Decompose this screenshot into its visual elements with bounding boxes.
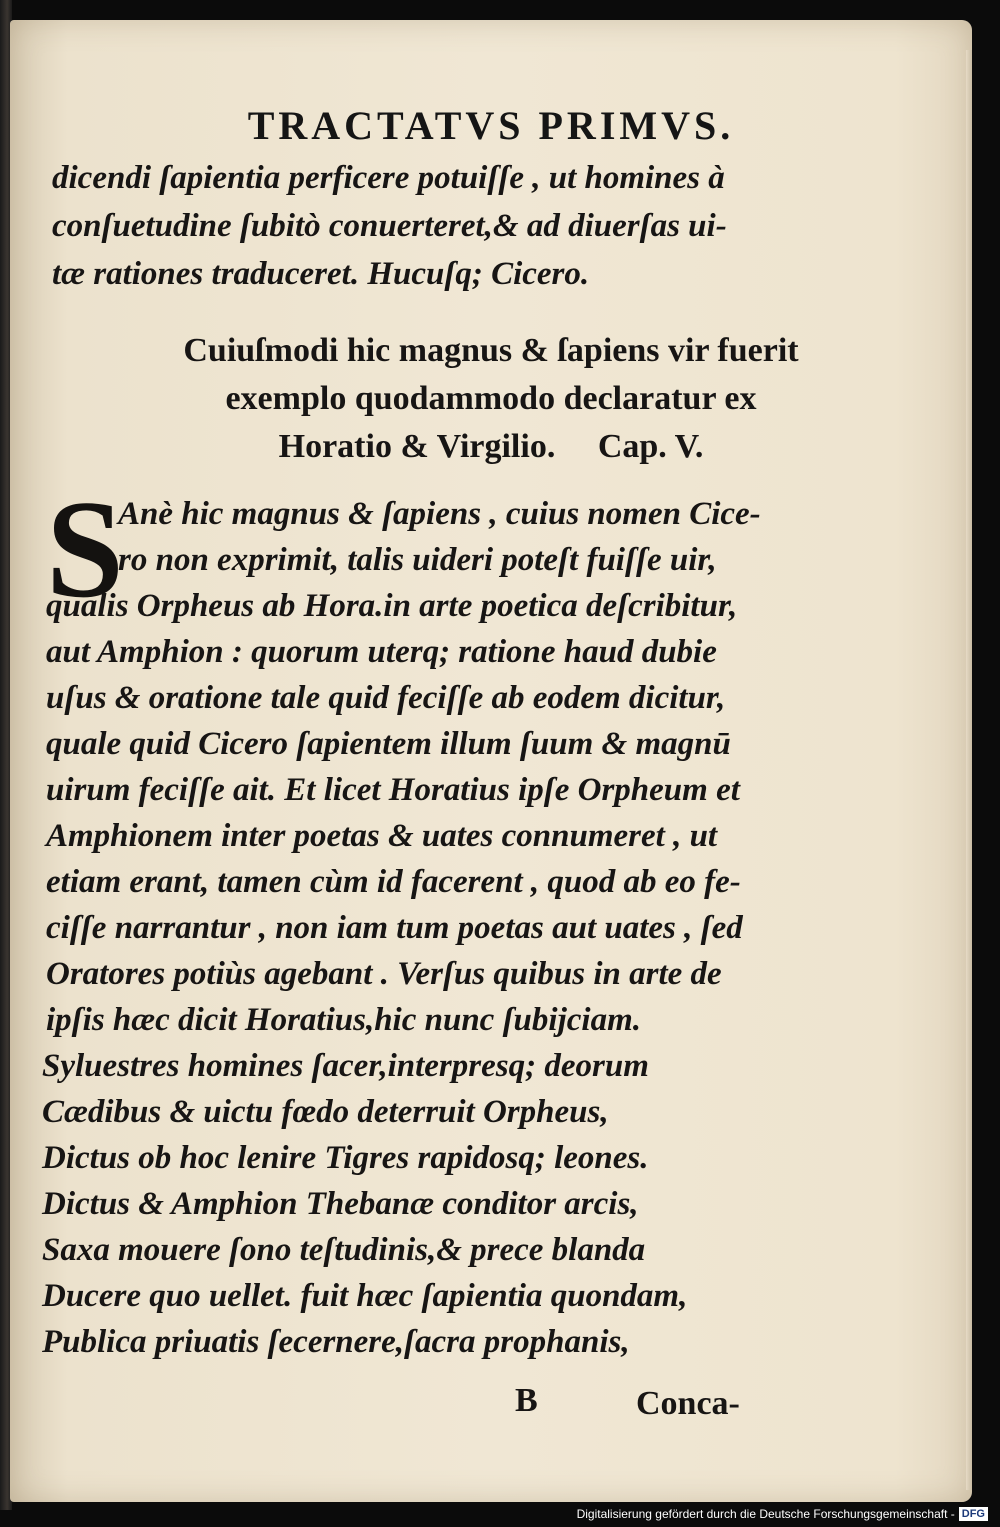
body-line: ipſis hæc dicit Horatius,hic nunc ſubijciam. xyxy=(46,1002,641,1038)
digitization-credit xyxy=(577,1505,988,1523)
verse-line: Cædibus & uictu fœdo deterruit Orpheus, xyxy=(42,1094,609,1130)
dfg-logo-icon: DFG xyxy=(959,1507,988,1521)
catchword: Conca- xyxy=(636,1385,740,1422)
body-line: Anè hic magnus & ſapiens , cuius nomen Cice- xyxy=(118,496,761,532)
body-line: uirum feciſſe ait. Et licet Horatius ipſe Orpheum et xyxy=(46,772,740,808)
signature-mark: B xyxy=(515,1382,538,1419)
body-line: aut Amphion : quorum uterq; ratione haud dubie xyxy=(46,634,717,670)
body-line: quale quid Cicero ſapientem illum ſuum & magnū xyxy=(46,726,731,762)
body-line: Oratores potiùs agebant . Verſus quibus in arte de xyxy=(46,956,722,992)
intro-line: dicendi ſapientia perficere potuiſſe , ut homines à xyxy=(52,160,725,196)
book-page xyxy=(10,20,972,1502)
verse-line: Publica priuatis ſecernere,ſacra prophanis, xyxy=(42,1324,630,1360)
drop-cap-initial: S xyxy=(46,472,124,627)
intro-line: tæ rationes traduceret. Hucuſq; Cicero. xyxy=(52,256,590,292)
intro-line: conſuetudine ſubitò conuerteret,& ad diuerſas ui- xyxy=(52,208,727,244)
body-line: etiam erant, tamen cùm id facerent , quod ab eo fe- xyxy=(46,864,741,900)
body-line: Amphionem inter poetas & uates connumeret , ut xyxy=(46,818,718,854)
credit-text: Digitalisierung gefördert durch die Deutsche Forschungsgemeinschaft - xyxy=(576,1507,955,1521)
verse-line: Ducere quo uellet. fuit hæc ſapientia quondam, xyxy=(42,1278,688,1314)
chapter-heading-line: Cuiuſmodi hic magnus & ſapiens vir fuerit xyxy=(183,332,799,369)
verse-line: Dictus & Amphion Thebanæ conditor arcis, xyxy=(42,1186,639,1222)
verse-line: Saxa mouere ſono teſtudinis,& prece blanda xyxy=(42,1232,646,1268)
body-line: ro non exprimit, talis uideri poteſt fuiſſe uir, xyxy=(118,542,717,578)
running-header: TRACTATVS PRIMVS. xyxy=(247,103,735,148)
body-line: qualis Orpheus ab Hora.in arte poetica deſcribitur, xyxy=(46,588,738,624)
chapter-heading-line: exemplo quodammodo declaratur ex xyxy=(225,380,757,417)
page-edge xyxy=(966,50,972,1490)
verse-line: Syluestres homines ſacer,interpresq; deorum xyxy=(42,1048,649,1084)
verse-line: Dictus ob hoc lenire Tigres rapidosq; leones. xyxy=(42,1140,649,1176)
chapter-heading-line: Horatio & Virgilio. Cap. V. xyxy=(278,428,704,465)
body-line: ciſſe narrantur , non iam tum poetas aut uates , ſed xyxy=(46,910,743,946)
body-line: uſus & oratione tale quid feciſſe ab eodem dicitur, xyxy=(46,680,726,716)
